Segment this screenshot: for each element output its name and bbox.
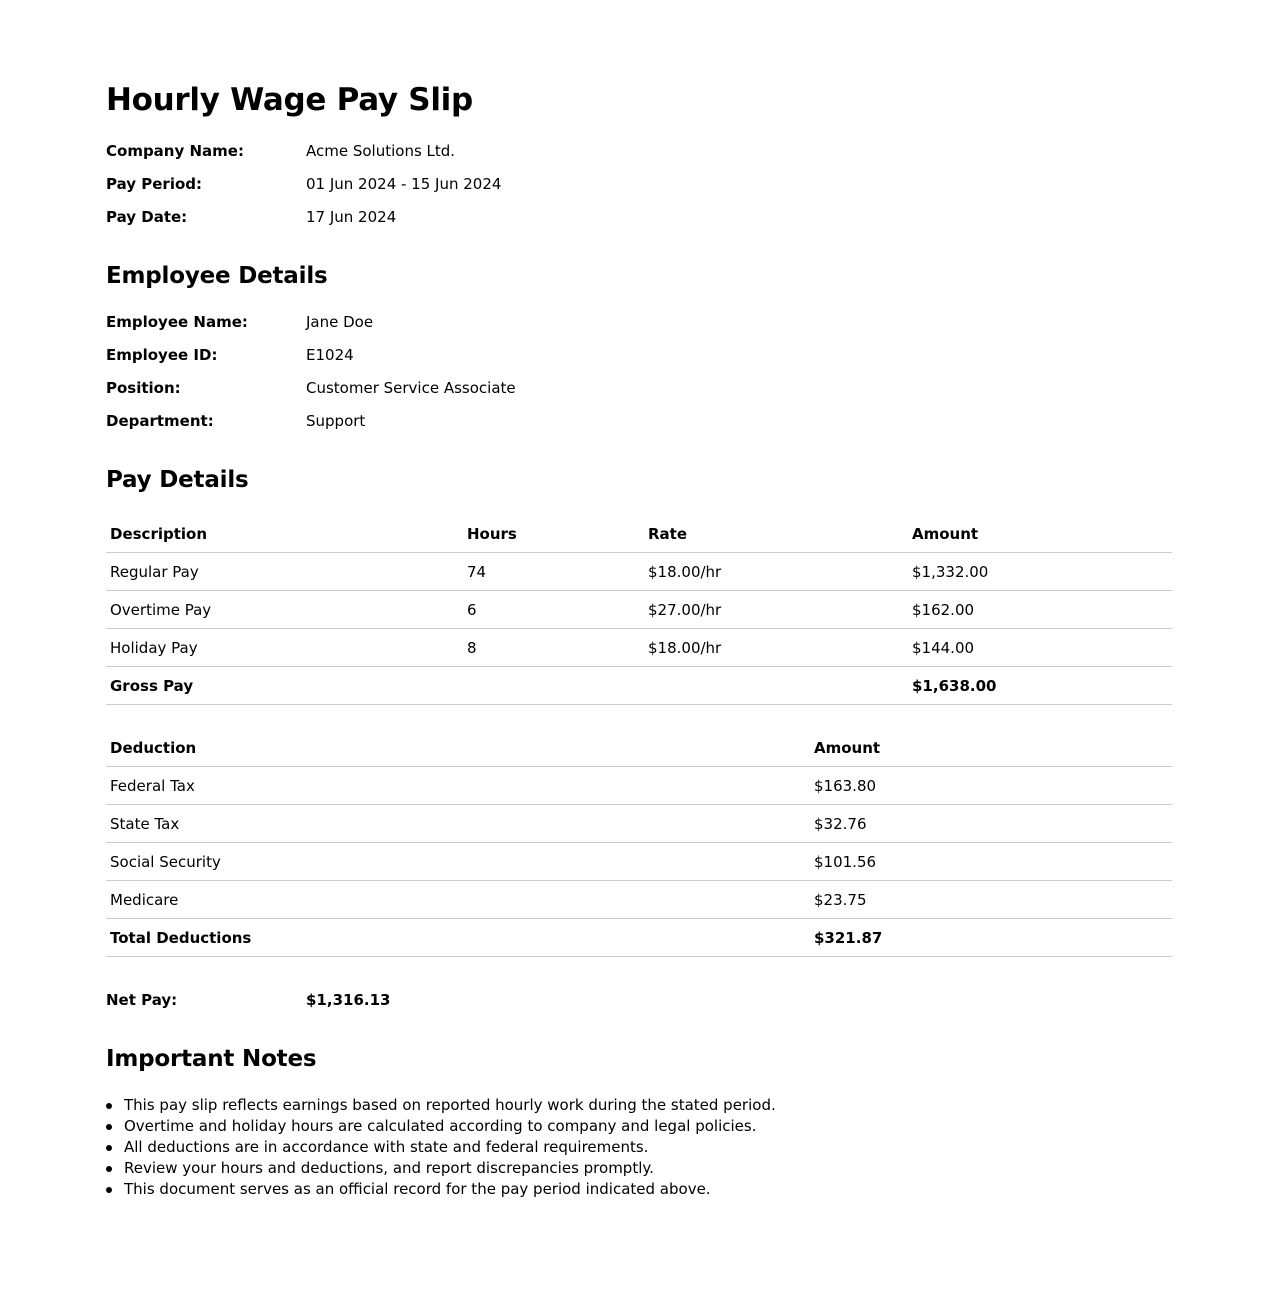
employee-id-row — [106, 339, 906, 372]
pay-period-value: 01 Jun 2024 - 15 Jun 2024 — [306, 175, 502, 193]
position-row — [106, 372, 906, 405]
deduction-description: Medicare — [106, 881, 810, 919]
deductions-header-amount: Amount — [810, 729, 1172, 767]
gross-pay-amount: $1,638.00 — [908, 667, 1172, 705]
deduction-row — [106, 805, 1172, 843]
note-text: Overtime and holiday hours are calculated according to company and legal policies. — [124, 1117, 757, 1135]
note-item — [106, 1179, 776, 1200]
notes-list — [106, 1095, 776, 1200]
gross-pay-label: Gross Pay — [106, 667, 463, 705]
pay-period-row — [106, 168, 906, 201]
pay-date-label: Pay Date: — [106, 208, 188, 226]
earnings-header-rate: Rate — [644, 515, 908, 553]
pay-date-value: 17 Jun 2024 — [306, 208, 397, 226]
bullet-icon — [106, 1124, 112, 1130]
bullet-icon — [106, 1187, 112, 1193]
department-label: Department: — [106, 412, 214, 430]
earnings-header-amount: Amount — [908, 515, 1172, 553]
gross-pay-hours — [463, 667, 644, 705]
note-item — [106, 1137, 776, 1158]
deduction-row — [106, 843, 1172, 881]
note-text: Review your hours and deductions, and report discrepancies promptly. — [124, 1159, 654, 1177]
gross-pay-rate — [644, 667, 908, 705]
deductions-header-row — [106, 729, 1172, 767]
net-pay-value: $1,316.13 — [306, 991, 391, 1009]
deduction-amount: $101.56 — [810, 843, 1172, 881]
deduction-description: Social Security — [106, 843, 810, 881]
earnings-row — [106, 629, 1172, 667]
company-name-label: Company Name: — [106, 142, 244, 160]
note-item — [106, 1158, 776, 1179]
position-label: Position: — [106, 379, 181, 397]
deduction-amount: $23.75 — [810, 881, 1172, 919]
earnings-hours: 6 — [463, 591, 644, 629]
deduction-amount: $163.80 — [810, 767, 1172, 805]
earnings-amount: $1,332.00 — [908, 553, 1172, 591]
bullet-icon — [106, 1103, 112, 1109]
earnings-table — [106, 515, 1172, 705]
earnings-header-description: Description — [106, 515, 463, 553]
earnings-amount: $162.00 — [908, 591, 1172, 629]
deduction-row — [106, 767, 1172, 805]
total-deductions-label: Total Deductions — [106, 919, 810, 957]
pay-period-label: Pay Period: — [106, 175, 202, 193]
total-deductions-amount: $321.87 — [810, 919, 1172, 957]
earnings-row — [106, 553, 1172, 591]
net-pay-label: Net Pay: — [106, 991, 178, 1009]
earnings-header-row — [106, 515, 1172, 553]
department-row — [106, 405, 906, 438]
company-name-value: Acme Solutions Ltd. — [306, 142, 456, 160]
deductions-header-description: Deduction — [106, 729, 810, 767]
important-notes-heading: Important Notes — [106, 1046, 317, 1072]
earnings-row — [106, 591, 1172, 629]
earnings-description: Regular Pay — [106, 553, 463, 591]
note-text: This document serves as an official record for the pay period indicated above. — [124, 1180, 711, 1198]
net-pay-row — [106, 984, 906, 1017]
deduction-description: Federal Tax — [106, 767, 810, 805]
total-deductions-row — [106, 919, 1172, 957]
deduction-row — [106, 881, 1172, 919]
bullet-icon — [106, 1145, 112, 1151]
deductions-table — [106, 729, 1172, 957]
earnings-hours: 8 — [463, 629, 644, 667]
earnings-description: Holiday Pay — [106, 629, 463, 667]
earnings-header-hours: Hours — [463, 515, 644, 553]
department-value: Support — [306, 412, 366, 430]
deduction-amount: $32.76 — [810, 805, 1172, 843]
position-value: Customer Service Associate — [306, 379, 516, 397]
page-title: Hourly Wage Pay Slip — [106, 82, 473, 118]
earnings-amount: $144.00 — [908, 629, 1172, 667]
employee-name-value: Jane Doe — [306, 313, 374, 331]
note-item — [106, 1116, 776, 1137]
earnings-description: Overtime Pay — [106, 591, 463, 629]
pay-date-row — [106, 201, 906, 234]
employee-name-label: Employee Name: — [106, 313, 248, 331]
employee-id-label: Employee ID: — [106, 346, 218, 364]
company-name-row — [106, 135, 906, 168]
earnings-rate: $18.00/hr — [644, 629, 908, 667]
employee-id-value: E1024 — [306, 346, 354, 364]
earnings-rate: $18.00/hr — [644, 553, 908, 591]
employee-name-row — [106, 306, 906, 339]
bullet-icon — [106, 1166, 112, 1172]
employee-details-heading: Employee Details — [106, 263, 328, 289]
gross-pay-row — [106, 667, 1172, 705]
pay-details-heading: Pay Details — [106, 467, 249, 493]
note-text: All deductions are in accordance with state and federal requirements. — [124, 1138, 649, 1156]
earnings-rate: $27.00/hr — [644, 591, 908, 629]
note-item — [106, 1095, 776, 1116]
earnings-hours: 74 — [463, 553, 644, 591]
note-text: This pay slip reflects earnings based on reported hourly work during the stated period. — [124, 1096, 776, 1114]
deduction-description: State Tax — [106, 805, 810, 843]
